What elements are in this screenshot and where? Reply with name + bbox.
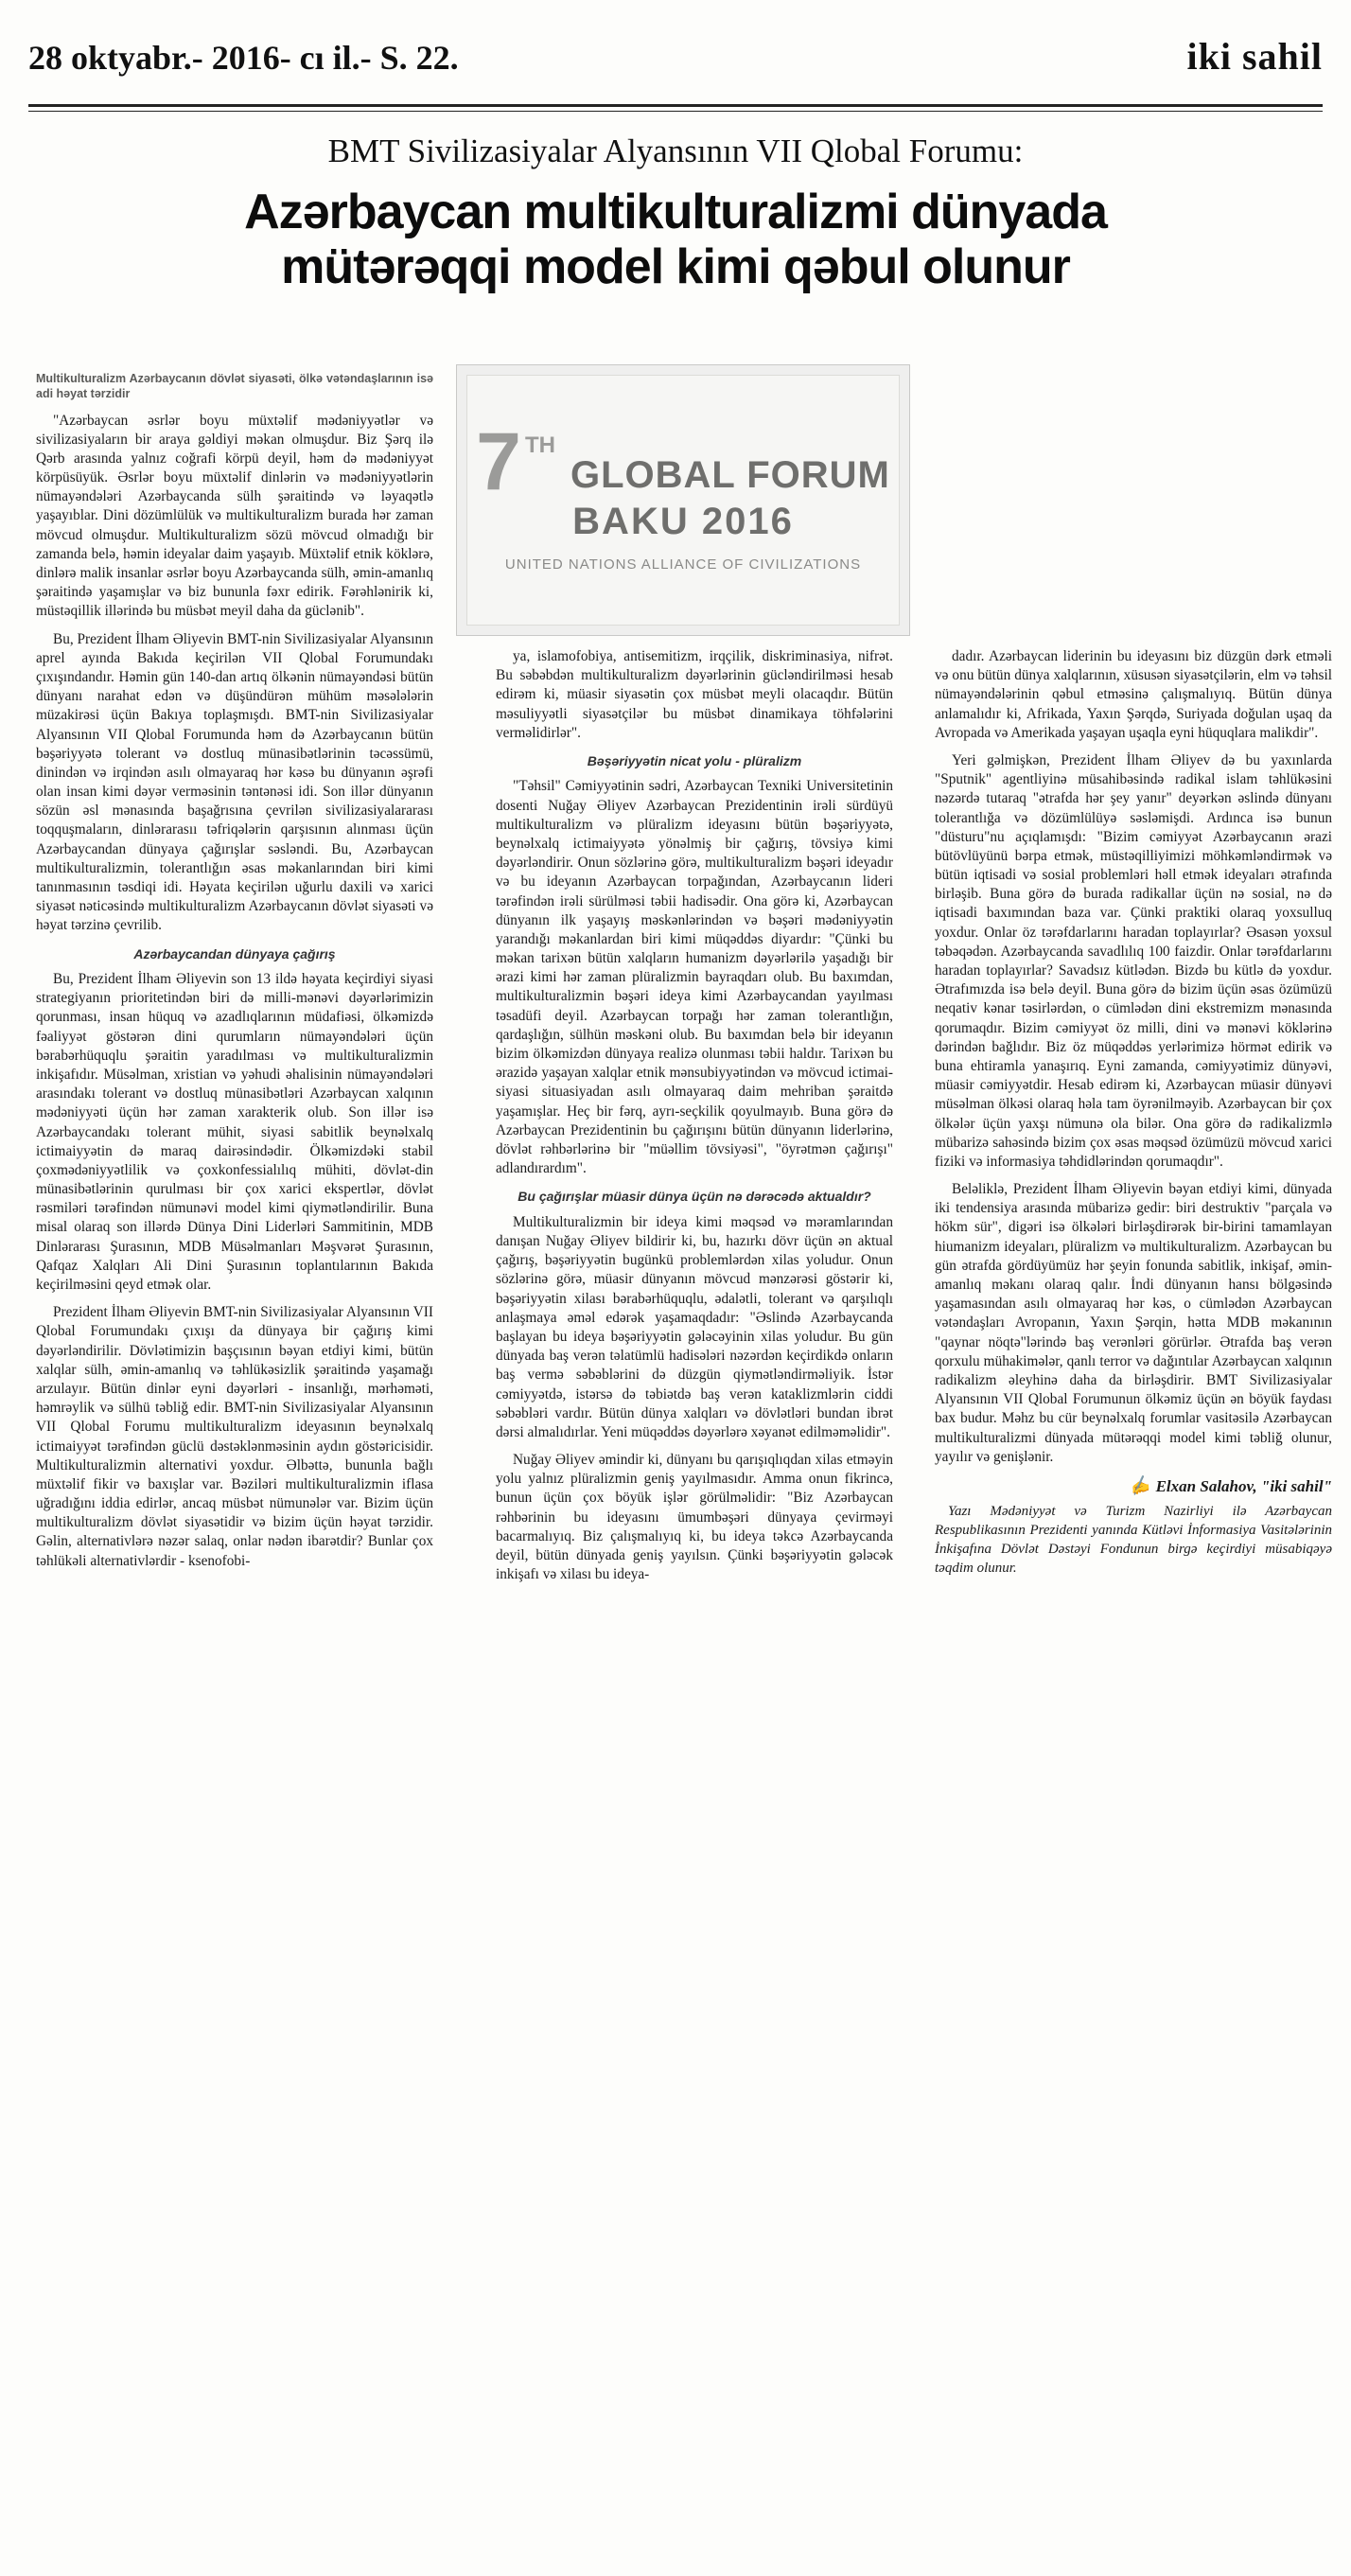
- article-lede: Multikulturalizm Azərbaycanın dövlət siyasəti, ölkə vətəndaşlarının isə adi həyat tərzidir: [36, 372, 433, 401]
- forum-location-year: BAKU 2016: [572, 501, 794, 543]
- subhead-col2-a: Bəşəriyyətin nicat yolu - plüralizm: [587, 752, 802, 768]
- subhead-col1: Azərbaycandan dünyaya çağırış: [133, 945, 336, 962]
- paragraph: Multikulturalizmin bir ideya kimi məqsəd və məramlarından danışan Nuğay Əliyev bildirir ki, bu, hazırkı dövr üçün ən aktual çağırış, bəşəriyyətin bugünkü problemlərdən xilas yoludur. Onun sözlərinə görə, müasir dünyanın mövcud mənzərəsi göstərir ki, bəşəriyyətin xilası bərabərhüquqlu, ədalətli, tolerant və qarşılıqlı anlaşmaya əməl edərək yaşamaqdadır: "Əslində Azərbaycanda başlayan bu ideya bəşəriyyətin gələcəyinin xilas yoludur. Bu gün dünyada baş verən təlatümlü hadisələri nəzərdən keçirdikdə onların baş vermə səbəblərini də düzgün qiymətləndirməliyik. İstər cəmiyyətdə, istərsə də təbiətdə baş verən kataklizmlərin ciddi səbəbləri vardır. Bütün dünya xalqları və dövlətləri bundan ibrət dərsi almalıdırlar. Yeni müqəddəs dəyərlərə xəyanət edilməməlidir".: [496, 1213, 893, 1440]
- paragraph: "Təhsil" Cəmiyyətinin sədri, Azərbaycan Texniki Universitetinin dosenti Nuğay Əliyev Azərbaycan Prezidentinin irəli sürdüyü multikulturalizm və plüralizm ideyasını bütün bəşəriyyətə, beynəlxalq ictimaiyyətə yönəlmiş bir çağırış, tövsiyə kimi dəyərləndirir. Onun sözlərinə görə, multikulturalizm bəşəri ideyadır və bu ideyanın Azərbaycan torpağından, Azərbaycanın lideri tərəfindən irəli sürülməsi təbii hadisədir. Ona görə ki, Azərbaycan dünyanın ilk yaşayış məskənlərindən və bəşəri mədəniyyətin yarandığı məkanlardan biri kimi müqəddəs diyardır: "Çünki bu məkan tarixən bütün xalqların humanizm dəyərlərilə yaşadığı bir ərazi kimi hər zaman plüralizmin bayraqdarı olub. Bu baxımdan, multikulturalizmin bəşəri ideya kimi Azərbaycandan yayılması təsadüfi deyil. Azərbaycan torpağı hər zaman tolerantlığın, qardaşlığın, sülhün məskəni olub. Bu baxımdan belə bir ideyanın bizim ölkəmizdən dünyaya realizə olunması təbii haldır. Tarixən bu ərazidə yaşayan xalqlar etnik mənsubiyyətindən və mövcud ictimai-siyasi situasiyadan asılı olmayaraq daim mehriban şəraitdə yaşamışlar. Heç bir fərq, ayrı-seçkilik qoyulmayıb. Buna görə də Azərbaycan Prezidentinin bu çağırışını bütün dünyanın liderlərinə, dövlət rəhbərlərinə bir "müəllim tövsiyəsi", "öyrətmən çağırışı" adlandırardım".: [496, 778, 893, 1177]
- header-divider-thick: [28, 104, 1323, 107]
- paragraph: Nuğay Əliyev əmindir ki, dünyanı bu qarışıqlıqdan xilas etməyin yolu yalnız plüralizmin geniş yayılmasıdır. Amma onun fikrincə, bunun üçün çox böyük işlər görülməlidir: "Biz Azərbaycan rəhbərinin bu ideyasını ümumbəşəri dünyaya çevirməyi bacarmalıyıq. Biz çalışmalıyıq ki, bu ideya təkcə Azərbaycanda deyil, bütün dünyada geniş yayılsın. Çünki bəşəriyyətin gələcək inkişafı və xilası bu ideya-: [496, 1452, 893, 1583]
- paragraph: ya, islamofobiya, antisemitizm, irqçilik, diskriminasiya, nifrət. Bu səbəbdən multikulturalizm dəyərlərinin gücləndirilməsi hesab edirəm ki, müasir siyasətin çox müsbət meyli olacaqdır. Bütün məsuliyyətli siyasətçilər bu müsbət dinamikaya töhfələrini verməlidirlər".: [496, 648, 893, 741]
- paper-logo: iki sahil: [1186, 35, 1323, 78]
- headline-line-2: mütərəqqi model kimi qəbul olunur: [281, 239, 1070, 295]
- forum-organization: UNITED NATIONS ALLIANCE OF CIVILIZATIONS: [504, 556, 862, 573]
- paragraph: Beləliklə, Prezident İlham Əliyevin bəyan etdiyi kimi, dünyada iki tendensiya arasında mübarizə gedir: biri destruktiv "parçala və hökm sür", digəri isə ölkələri birləşdirərək bir-birini tamamlayan hiumanizm ideyaları, plüralizm və multikulturalizm. Azərbaycan bu gün ətrafda gördüyümüz hər şeyin fonunda sabitlik, inkişaf, əmin-amanlıq məkanı olaraq qalır. İndi dünyanın hansı bölgəsində yaşamasından asılı olmayaraq hər kəs, o cümlədən Azərbaycan vətəndaşları Avropanın, Yaxın Şərqin, həttа MDB məkanının "qaynar nöqtə"lərində baş verənləri görürlər. Ətrafda baş verən qorxulu mühakimələr, qanlı terror və dağıntılar Azərbaycan xalqının radikalizm əleyhinə daha da birləşdirir. BMT Sivilizasiyalar Alyansının VII Qlobal Forumunun ölkəmiz üçün ən böyük faydası bax budur. Məhz bu cür beynəlxalq forumlar vasitəsilə Azərbaycan multikulturalizmi dünyada mütərəqqi model kimi təbliğ olunur, yayılır və genişlənir.: [935, 1181, 1332, 1465]
- paragraph: Bu, Prezident İlham Əliyevin son 13 ildə həyata keçirdiyi siyasi strategiyanın prioritetindən biri də milli-mənəvi dəyərlərimizin qorunması, insan hüquq və azadlıqlarının müdafiəsi, ölkəmizdə fəaliyyət göstərən dini qurumların nümayəndələri üçün bərabərhüquqlu şəraitin yaradılması və multikulturalizmin inkişafıdır. Müsəlman, xristian və yəhudi əhalisinin nümayəndələri arasındakı tolerant və dostluq münasibətləri Azərbaycan xalqının mədəniyyəti üçün hər zaman xarakterik olub. Son illər isə Azərbaycandakı tolerant mühit, siyasi sabitlik beynəlxalq ictimaiyyətin də maraq dairəsindədir. Ölkəmizdəki stabil çoxmədəniyyətlilik və çoxkonfessialılıq mühiti, dövlət-din münasibətlərinin qurulması bir çox xarici ekspertlər, dövlət rəsmiləri tərəfindən nümunəvi model kimi qiymətləndirilir. Buna misal olaraq son illərdə Dünya Dini Liderləri Sammitinin, MDB Dinlərarası Şurasının, MDB Müsəlmanları Məşvərət Şurasının, Qafqaz Xalqları Ali Dini Şurasının toplantılarının Bakıda keçirilməsini qeyd etmək olar.: [36, 971, 433, 1294]
- paragraph: Yeri gəlmişkən, Prezident İlham Əliyev də bu yaxınlarda "Sputnik" agentliyinə müsahibəsində radikal islam təhlükəsini nəzərdə tutaraq "ətrafda hər şey yanır" deyərkən əslində dünyanı tolerantlığa və dözümlülüyə səsləmişdi. Ardınca isə bunun "düsturu"nu açıqlamışdı: "Bizim cəmiyyət Azərbaycanın ərazi bütövlüyünü bərpa etmək, müstəqilliyimizi möhkəmləndirmək və bütün iqtisadi və sosial problemləri həll etmək ideyaları ətrafında birləşib. Buna görə də burada radikallar üçün nə sosial, nə də iqtisadi baxımından baza var. Çünki praktiki olaraq yoxsulluq yoxdur. Onlar öz tərəfdarlarını haradan toplayırlar? Əsasən yoxsul təbəqədən. Azərbaycanda savadlılıq 100 faizdir. Onlar tərəfdarlarını haradan toplayırlar? Savadsız kütlədən. Bizdə bu kütlə də yoxdur. Ətrafımızda isə belə deyil. Buna görə də bizim üçün əsas özümüzü neqativ kənar təsirlərdən, o cümlədən dini ekstremizm mənasında qorumaqdır. Bizim cəmiyyət öz milli, dini və mənəvi köklərinə dərindən bağlıdır. Biz öz müqəddəs yerlərimizə hörmət edirik və buna ehtiramla yanaşırıq. Eyni zamanda, cəmiyyətimiz dünyəvi, müasir cəmiyyətdir. Hesab edirəm ki, Azərbaycan müasir dünyəvi müsəlman ölkəsi olaraq həla tam öyrənilməyib. Azərbaycan bir çox ölkələr üçün yaxşı nümunə ola bilər. Ona görə də radikalizmlə mübarizə sahəsində bizim çox əsas məqsəd özümüzü mövcud xarici fiziki və informasiya təhdidlərindən qorumaqdır".: [935, 751, 1332, 1170]
- column-three: [935, 371, 1332, 2550]
- pen-icon: ✍: [1127, 1473, 1152, 1498]
- column-two: [496, 371, 893, 2550]
- article-body: [36, 371, 1332, 2550]
- photo-spacer: [496, 371, 893, 647]
- forum-title: GLOBAL FORUM: [570, 454, 890, 497]
- masthead: [28, 35, 1323, 95]
- issue-date: 28 oktyabr.- 2016- cı il.- S. 22.: [28, 39, 459, 77]
- column-one: [36, 371, 433, 2550]
- subhead-col2-b: Bu çağırışlar müasir dünya üçün nə dərəcədə aktualdır?: [518, 1189, 871, 1205]
- author-name: Elxan Salahov, "iki sahil": [1155, 1476, 1332, 1495]
- article-kicker: BMT Sivilizasiyalar Alyansının VII Qlobal Forumu:: [327, 132, 1024, 169]
- paragraph: Bu, Prezident İlham Əliyevin BMT-nin Sivilizasiyalar Alyansının aprel ayında Bakıda keçirilən VII Qlobal Forumundakı çıxışındandır. Həmin gün 140-dan artıq ölkənin nümayəndəsi bütün dünyanı narahat edən və düşündürən mühüm məsələlərin müzakirəsi üçün Bakıya toplaşmışdı. BMT-nin Sivilizasiyalar Alyansının VII Qlobal Forumunda həm də Azərbaycanın bütün bəşəriyyətə tolerant və dostluq münasibətlərinin təcəssümü, dinindən və irqindən asılı olmayaraq hər kəsə bu dünyanın əşrəfi olan insan kimi dəyər verməsinin təntənəsi idi. Son illər dünyanın sözün əsl mənasında başağrısına çevrilən sivilizasiyalararası toqquşmaların, dinlərarasıı təfriqələrin qarşısının alınması üçün Azərbaycandan dünyaya çağırışlar səsləndi. Bu, Azərbaycan multikulturalizmin, tolerantlığın əsas məkanlarından biri kimi tanınmasının təsdiqi idi. Həyata keçirilən uğurlu daxili və xarici siyasət nəticəsində multikulturalizm Azərbaycanın dövlət siyasəti və həyat tərzinə çevrilib.: [36, 630, 433, 934]
- headline-line-1: Azərbaycan multikulturalizmi dünyada: [244, 185, 1107, 239]
- page-title: [38, 185, 1313, 294]
- author-byline: [935, 1473, 1332, 1498]
- sponsor-note: Yazı Mədəniyyət və Turizm Nazirliyi ilə Azərbaycan Respublikasının Prezidenti yanında Kütləvi İnformasiya Vasitələrinin İnkişafına Dövlət Dəstəyi Fondunun birgə keçirdiyi müsabiqəyə təqdim olunur.: [935, 1504, 1332, 1576]
- header-divider-thin: [28, 111, 1323, 112]
- paragraph: "Azərbaycan əsrlər boyu müxtəlif mədəniyyətlər və sivilizasiyaların bir araya gəldiyi məkan olmuşdur. Biz Şərq ilə Qərb arasında yalnız coğrafi körpü deyil, həm də mədəniyyət körpüsüyük. Əsrlər boyu müxtəlif dinlərin və mədəniyyətlərin nümayəndələri Azərbaycanda sülh şəraitində və ləyaqətlə yaşayıblar. Dini dözümlülük və multikulturalizm burada hər zaman mövcud olmuşdur. Multikulturalizm sözü mövcud olmadığı bir zamanda belə, həmin ideyalar daim yaşayıb. Müxtəlif etnik köklərə, dinlərə malik insanlar əsrlər boyu Azərbaycanda sülh, əmin-amanlıq şəraitində yaşamışlar və biz bununla fəxr edirik. Fərəhlənirik ki, müstəqillik illərində bu müsbət meyil daha da güclənib".: [36, 412, 433, 620]
- paragraph: dadır. Azərbaycan liderinin bu ideyasını biz düzgün dərk etməli və onu bütün dünya xalqlarının, xüsusən siyasətçilərin, elm və təhsil nümayəndələrinin qəbul etməsinə çalışmalıyıq. Bütün dünya anlamalıdır ki, Afrikada, Yaxın Şərqdə, Suriyada doğulan uşaq da Avropada və Amerikada yaşayan uşaqla eyni hüquqlara malikdir".: [935, 648, 1332, 741]
- forum-number: 7: [476, 415, 521, 507]
- photo-spacer: [935, 371, 1332, 647]
- paragraph: Prezident İlham Əliyevin BMT-nin Sivilizasiyalar Alyansının VII Qlobal Forumundakı çıxışı da dünyaya bir çağırış kimi dəyərləndirilir. Dövlətimizin başçısının bəyan etdiyi kimi, bütün xalqlar sülh, əmin-amanlıq və təhlükəsizlik şəraitində yaşamağı arzulayır. Bütün dinlər eyni dəyərləri - insanlığı, mərhəməti, həmrəylik və sülhü təbliğ edir. BMT-nin Sivilizasiyalar Alyansının VII Qlobal Forumu multikulturalizm ideyasının beynəlxalq ictimaiyyət tərəfindən güclü dəstəklənməsinin aydın göstəricisidir. Multikulturalizmin alternativi yoxdur. Əlbəttə, bununla bağlı müxtəlif fikir və baxışlar var. Bəziləri multikulturalizmin iflasa uğradığını iddia edirlər, ancaq müsbət nümunələr var. Bizim üçün multikulturalizm dövlət siyasətidir və bizim üçün həyat tərzidir. Gəlin, alternativlərə nəzər salaq, onlar nədən ibarətdir? Bunlar çox təhlükəli alternativlərdir - ksenofobi-: [36, 1304, 433, 1569]
- forum-ordinal-suffix: TH: [524, 432, 555, 459]
